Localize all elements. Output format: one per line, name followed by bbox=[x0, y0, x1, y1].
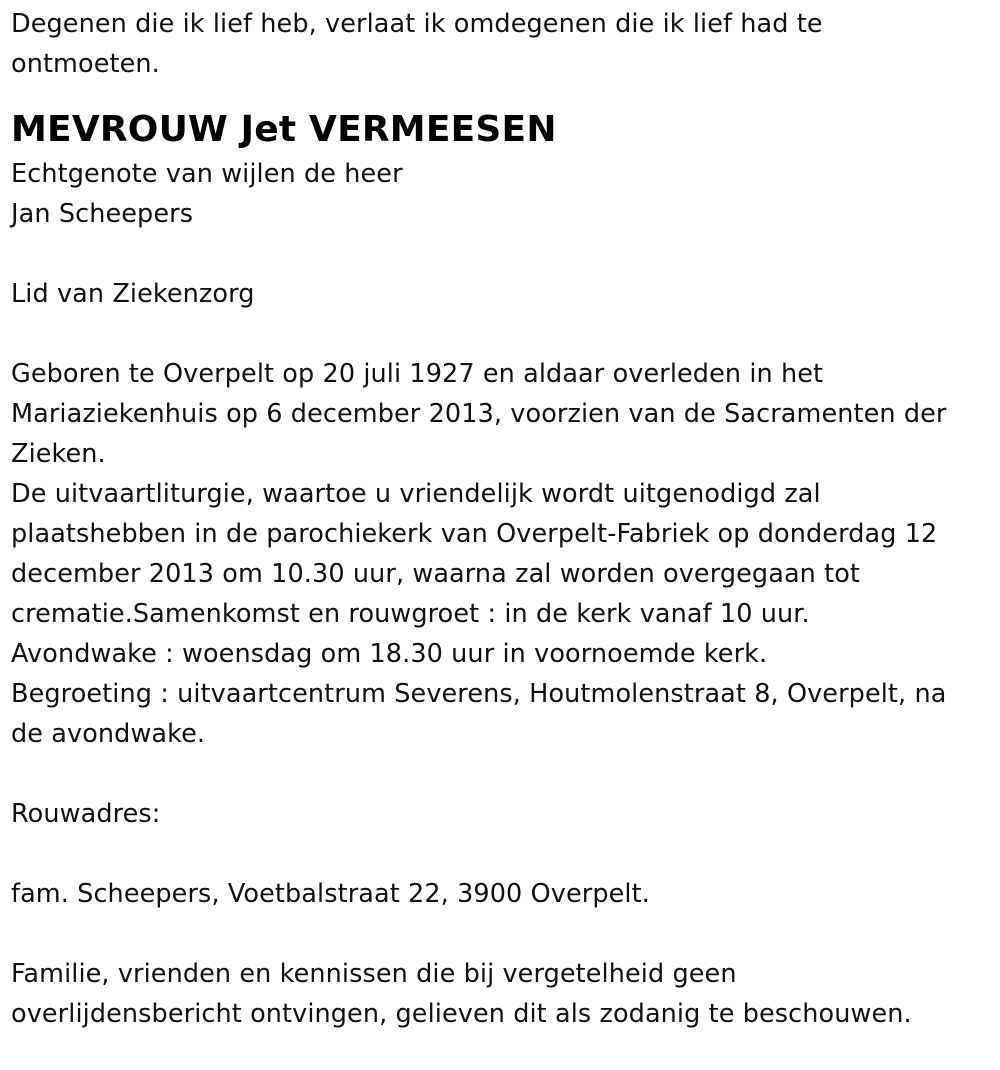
obituary-document bbox=[11, 4, 991, 1034]
motto bbox=[11, 4, 991, 84]
mourning-address: fam. Scheepers, Voetbalstraat 22, 3900 Overpelt. bbox=[11, 879, 650, 909]
details-line: december 2013 om 10.30 uur, waarna zal worden overgegaan tot bbox=[11, 559, 861, 589]
mourning-address-label: Rouwadres: bbox=[11, 799, 161, 829]
details-line: De uitvaartliturgie, waartoe u vriendelijk wordt uitgenodigd zal bbox=[11, 479, 821, 509]
details-line: Geboren te Overpelt op 20 juli 1927 en aldaar overleden in het bbox=[11, 359, 824, 389]
details-line: Zieken. bbox=[11, 439, 106, 469]
funeral-details bbox=[11, 354, 991, 754]
closing-line: Familie, vrienden en kennissen die bij vergetelheid geen bbox=[11, 959, 737, 989]
details-line: Mariaziekenhuis op 6 december 2013, voorzien van de Sacramenten der bbox=[11, 399, 947, 429]
details-line: Begroeting : uitvaartcentrum Severens, Houtmolenstraat 8, Overpelt, na bbox=[11, 679, 947, 709]
spouse-info bbox=[11, 154, 991, 234]
details-line: Avondwake : woensdag om 18.30 uur in voornoemde kerk. bbox=[11, 639, 768, 669]
spouse-line: Jan Scheepers bbox=[11, 199, 194, 229]
details-line: de avondwake. bbox=[11, 719, 206, 749]
details-line: plaatshebben in de parochiekerk van Overpelt-Fabriek op donderdag 12 bbox=[11, 519, 938, 549]
motto-line: Degenen die ik lief heb, verlaat ik omdegenen die ik lief had te bbox=[11, 9, 823, 39]
details-line: crematie.Samenkomst en rouwgroet : in de kerk vanaf 10 uur. bbox=[11, 599, 810, 629]
deceased-name: MEVROUW Jet VERMEESEN bbox=[11, 109, 557, 150]
spouse-line: Echtgenote van wijlen de heer bbox=[11, 159, 403, 189]
closing-line: overlijdensbericht ontvingen, gelieven dit als zodanig te beschouwen. bbox=[11, 999, 912, 1029]
closing-note bbox=[11, 954, 991, 1034]
motto-line: ontmoeten. bbox=[11, 49, 160, 79]
membership: Lid van Ziekenzorg bbox=[11, 279, 255, 309]
